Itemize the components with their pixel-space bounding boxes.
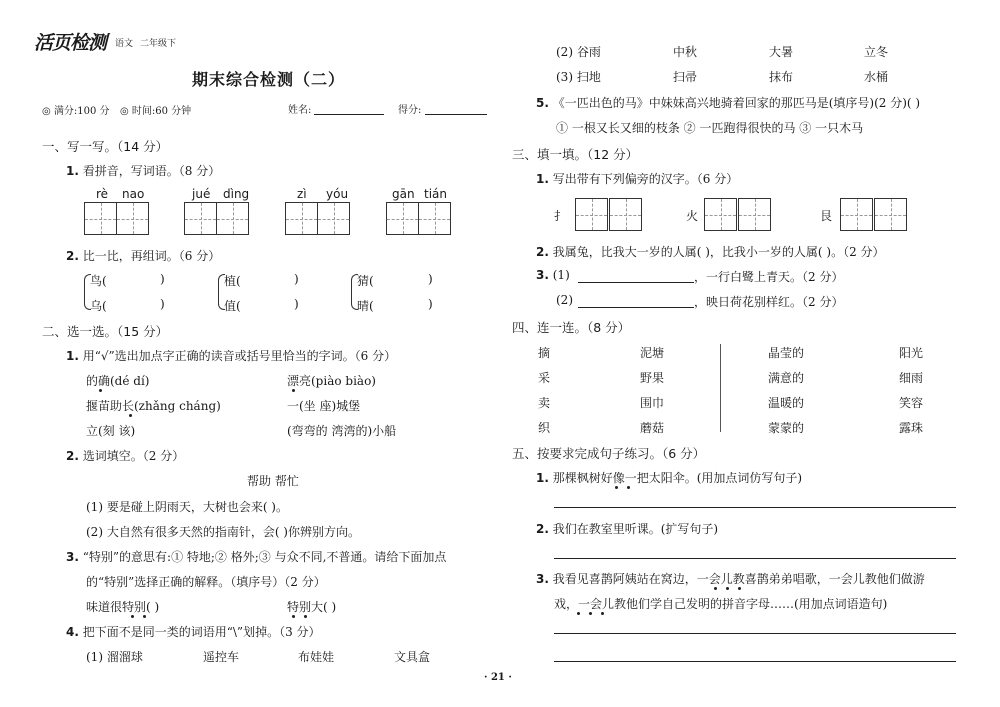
- s3-q2: [536, 243, 885, 260]
- s3-q1: [536, 170, 738, 187]
- pinyin-3b: yóu: [326, 187, 349, 201]
- emphasis-dot: [131, 615, 134, 618]
- pinyin-2b: dìng: [223, 187, 250, 201]
- pinyin-1b: nao: [122, 187, 145, 201]
- s5-q3: [536, 570, 925, 587]
- s3-q3: [536, 268, 570, 282]
- write-box[interactable]: [116, 202, 149, 235]
- word-1-3[interactable]: 布娃娃: [298, 650, 335, 664]
- meaning-b: 特别大( ): [287, 600, 337, 614]
- section4-title: 四、连一连。（8 分）: [512, 320, 631, 335]
- s2-q3-text2: 的“特别”选择正确的解释。（填序号）（2 分）: [86, 575, 326, 589]
- match-right-1b[interactable]: 阳光: [899, 346, 924, 360]
- s2-q1-text: 用“√”选出加点字正确的读音或括号里恰当的字词。（6 分）: [82, 349, 397, 363]
- time-text: 时间:60 分钟: [131, 106, 192, 117]
- emphasis-dot: [292, 389, 295, 392]
- word-1-2[interactable]: 遥控车: [203, 650, 240, 664]
- match-left-3[interactable]: 卖: [538, 396, 551, 410]
- write-box[interactable]: [285, 202, 318, 235]
- match-right-2b[interactable]: 细雨: [899, 371, 924, 385]
- pinyin-2a: jué: [192, 187, 211, 201]
- answer-line[interactable]: [554, 558, 956, 559]
- header-grade: 二年级下: [140, 39, 177, 49]
- pair-close: ): [428, 297, 433, 311]
- pinyin-4b: tián: [424, 187, 447, 201]
- s1-q1-text: 看拼音，写词语。（8 分）: [82, 164, 221, 178]
- choice-b[interactable]: 漂亮(piào biào): [287, 374, 376, 388]
- fill-sentence-1: (1) 要是碰上阴雨天，大树也会来( )。: [86, 500, 288, 514]
- match-left-4b[interactable]: 蘑菇: [640, 421, 665, 435]
- mark-field[interactable]: [425, 114, 487, 115]
- choice-f[interactable]: (弯弯的 湾湾的)小船: [287, 424, 397, 438]
- pair1-b: 乌(: [90, 299, 107, 313]
- s2-q2-text: 选词填空。（2 分）: [82, 449, 185, 463]
- s3-q2-text: 我属兔，比我大一岁的人属( )，比我小一岁的人属( )。（2 分）: [552, 245, 885, 259]
- match-left-2[interactable]: 采: [538, 371, 551, 385]
- emphasis-dot: [129, 414, 132, 417]
- poem-blank-2[interactable]: [578, 307, 694, 308]
- write-box[interactable]: [184, 202, 217, 235]
- s3-q3-num: 3.: [536, 268, 549, 282]
- poem-blank-1[interactable]: [578, 282, 694, 283]
- word-3-2[interactable]: 扫帚: [673, 70, 698, 84]
- word-3-3[interactable]: 抹布: [769, 70, 794, 84]
- emphasis-dot: [577, 612, 580, 615]
- word-2-1[interactable]: (2) 谷雨: [556, 45, 601, 59]
- s5-q1-text: 那棵枫树好像一把太阳伞。(用加点词仿写句子): [552, 471, 803, 485]
- match-left-4[interactable]: 织: [538, 421, 551, 435]
- match-left-1b[interactable]: 泥塘: [640, 346, 665, 360]
- match-right-4b[interactable]: 露珠: [899, 421, 924, 435]
- s2-q4-text: 把下面不是同一类的词语用“\”划掉。（3 分）: [82, 625, 321, 639]
- s2-q5-num: 5.: [536, 96, 549, 110]
- word-2-4[interactable]: 立冬: [864, 45, 889, 59]
- answer-line[interactable]: [554, 507, 956, 508]
- choice-e[interactable]: 立(刻 该): [86, 424, 136, 438]
- word-1-1[interactable]: (1) 溜溜球: [86, 650, 143, 664]
- write-box[interactable]: [84, 202, 117, 235]
- q5-options[interactable]: ① 一根又长又细的枝条 ② 一匹跑得很快的马 ③ 一只木马: [556, 121, 864, 135]
- s2-q3: [66, 548, 446, 565]
- s2-q4-num: 4.: [66, 625, 79, 639]
- mark-label: 得分:: [398, 105, 422, 116]
- emphasis-dot: [615, 486, 618, 489]
- header-subject: 语文: [115, 39, 134, 49]
- s5-q3-text2: 戏，一会儿教他们学自己发明的拼音字母……(用加点词语造句): [554, 597, 888, 611]
- s5-q3-text: 我看见喜鹊阿姨站在窝边，一会儿教喜鹊弟弟唱歌，一会儿教他们做游: [552, 572, 925, 586]
- pair-close: ): [294, 297, 299, 311]
- fill-sentence-2: (2) 大自然有很多天然的指南针，会( )你辨别方向。: [86, 525, 360, 539]
- pair3-b: 晴(: [357, 299, 374, 313]
- s3-q2-num: 2.: [536, 245, 549, 259]
- emphasis-dot: [627, 486, 630, 489]
- score-info: ◎ 满分:100 分: [42, 106, 110, 117]
- emphasis-dot: [726, 587, 729, 590]
- s3-q1-num: 1.: [536, 172, 549, 186]
- pair-close: ): [160, 297, 165, 311]
- brand-logo: 活页检测: [34, 32, 107, 54]
- word-3-1[interactable]: (3) 扫地: [556, 70, 601, 84]
- word-2-2[interactable]: 中秋: [673, 45, 698, 59]
- page-title: 期末综合检测（二）: [192, 70, 346, 89]
- word-choices: 帮助 帮忙: [247, 474, 299, 488]
- s2-q1-num: 1.: [66, 349, 79, 363]
- write-box[interactable]: [386, 202, 419, 235]
- write-box[interactable]: [216, 202, 249, 235]
- s1-q2-text: 比一比，再组词。（6 分）: [82, 249, 221, 263]
- radical-3: 艮: [820, 209, 833, 223]
- write-box[interactable]: [317, 202, 350, 235]
- s2-q5-text: 《一匹出色的马》中妹妹高兴地骑着回家的那匹马是(填序号)(2 分)( ): [552, 96, 921, 110]
- s5-q1-num: 1.: [536, 471, 549, 485]
- write-box[interactable]: [704, 198, 737, 231]
- s5-q2-num: 2.: [536, 522, 549, 536]
- radical-2: 火: [686, 209, 699, 223]
- meaning-a: 味道很特别( ): [86, 600, 160, 614]
- emphasis-dot: [292, 615, 295, 618]
- pinyin-1a: rè: [96, 187, 109, 201]
- section5-title: 五、按要求完成句子练习。（6 分）: [512, 446, 706, 461]
- match-right-3b[interactable]: 笑容: [899, 396, 924, 410]
- s2-q5: [536, 94, 920, 111]
- match-right-4[interactable]: 蒙蒙的: [768, 421, 805, 435]
- s2-q2-num: 2.: [66, 449, 79, 463]
- match-right-3[interactable]: 温暖的: [768, 396, 805, 410]
- pair1-a: 鸟(: [90, 274, 107, 288]
- pair2-a: 植(: [224, 274, 241, 288]
- divider: [720, 344, 721, 432]
- s1-q1: [66, 162, 220, 179]
- emphasis-dot: [589, 612, 592, 615]
- s1-q2-num: 2.: [66, 249, 79, 263]
- s2-q2: [66, 447, 184, 464]
- pair-close: ): [428, 272, 433, 286]
- s5-q2-text: 我们在教室里听课。(扩写句子): [552, 522, 719, 536]
- name-label: 姓名:: [288, 105, 312, 116]
- word-2-3[interactable]: 大暑: [769, 45, 794, 59]
- write-box[interactable]: [840, 198, 873, 231]
- radical-1: 扌: [554, 209, 567, 223]
- s5-q3-num: 3.: [536, 572, 549, 586]
- pair3-a: 猜(: [357, 274, 374, 288]
- pinyin-4a: gān: [392, 187, 415, 201]
- write-box[interactable]: [738, 198, 771, 231]
- word-1-4[interactable]: 文具盒: [394, 650, 431, 664]
- s3-q3-a1: (1): [552, 268, 570, 282]
- s3-q3-b1: (2): [556, 293, 573, 307]
- emphasis-dot: [714, 587, 717, 590]
- s1-q2: [66, 247, 220, 264]
- section3-title: 三、填一填。（12 分）: [512, 147, 639, 162]
- answer-line[interactable]: [554, 633, 956, 634]
- match-left-2b[interactable]: 野果: [640, 371, 665, 385]
- s2-q1: [66, 347, 396, 364]
- section1-title: 一、写一写。（14 分）: [42, 139, 169, 154]
- write-box[interactable]: [609, 198, 642, 231]
- score-text: 满分:100 分: [53, 106, 110, 117]
- pinyin-3a: zì: [297, 187, 307, 201]
- match-right-1[interactable]: 晶莹的: [768, 346, 805, 360]
- s3-q1-text: 写出带有下列偏旁的汉字。（6 分）: [552, 172, 739, 186]
- emphasis-dot: [143, 615, 146, 618]
- match-left-3b[interactable]: 围巾: [640, 396, 665, 410]
- emphasis-dot: [99, 389, 102, 392]
- section2-title: 二、选一选。（15 分）: [42, 324, 169, 339]
- name-field[interactable]: [314, 114, 384, 115]
- match-right-2[interactable]: 满意的: [768, 371, 805, 385]
- page-number: · 21 ·: [484, 672, 512, 683]
- emphasis-dot: [601, 612, 604, 615]
- pair-close: ): [160, 272, 165, 286]
- s3-q3-b2: ，映日荷花别样红。（2 分）: [694, 295, 844, 309]
- match-left-1[interactable]: 摘: [538, 346, 551, 360]
- pair2-b: 值(: [224, 299, 241, 313]
- s2-q3-num: 3.: [66, 550, 79, 564]
- write-box[interactable]: [575, 198, 608, 231]
- answer-line[interactable]: [554, 661, 956, 662]
- choice-c[interactable]: 揠苗助长(zhǎng cháng): [86, 399, 221, 413]
- s3-q3-a2: ，一行白鹭上青天。（2 分）: [694, 270, 844, 284]
- s2-q3-text: “特别”的意思有:① 特地;② 格外;③ 与众不同,不普通。请给下面加点: [82, 550, 447, 564]
- s5-q2: [536, 520, 718, 537]
- s5-q1: [536, 469, 802, 486]
- time-info: ◎ 时间:60 分钟: [120, 106, 192, 117]
- s1-q1-num: 1.: [66, 164, 79, 178]
- choice-a[interactable]: 的确(dé dí): [86, 374, 150, 388]
- write-box[interactable]: [418, 202, 451, 235]
- write-box[interactable]: [874, 198, 907, 231]
- s2-q4: [66, 623, 321, 640]
- pair-close: ): [294, 272, 299, 286]
- emphasis-dot: [304, 615, 307, 618]
- choice-d[interactable]: 一(坐 座)城堡: [287, 399, 361, 413]
- emphasis-dot: [738, 587, 741, 590]
- word-3-4[interactable]: 水桶: [864, 70, 889, 84]
